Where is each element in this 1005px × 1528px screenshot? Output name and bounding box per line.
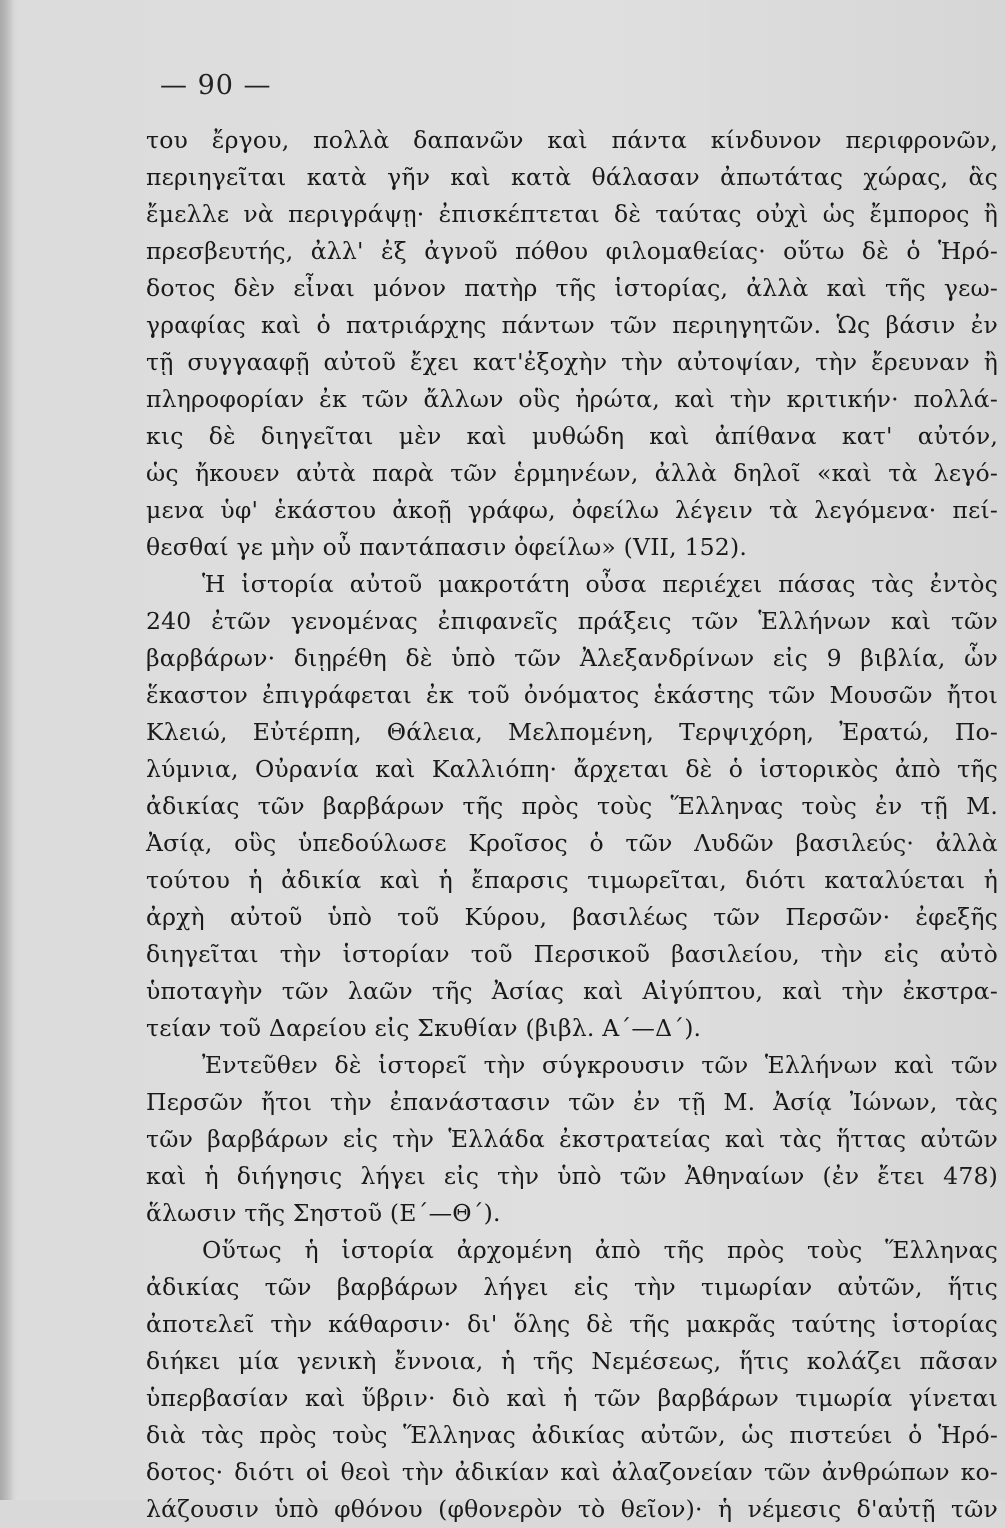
paragraph [146,1047,998,1232]
text-line: διὰ τὰς πρὸς τοὺς Ἕλληνας ἀδικίας αὐτῶν, ὡς πιστεύει ὁ Ἡρό- [146,1421,998,1449]
text-line: τείαν τοῦ Δαρείου εἰς Σκυθίαν (βιβλ. Α΄—Δ΄). [146,1014,702,1042]
page-body-text [146,122,998,1528]
text-line: θεσθαί γε μὴν οὖ παντάπασιν ὀφείλω» (VII, 152). [146,533,747,561]
paragraph [146,1232,998,1528]
text-line: λύμνια, Οὐρανία καὶ Καλλιόπη· ἄρχεται δὲ ὁ ἱστορικὸς ἀπὸ τῆς [146,755,998,783]
text-line: Οὕτως ἡ ἱστορία ἀρχομένη ἀπὸ τῆς πρὸς τοὺς Ἕλληνας [202,1236,998,1264]
text-line: βαρβάρων· διῃρέθη δὲ ὑπὸ τῶν Ἀλεξανδρίνων εἰς 9 βιβλία, ὧν [146,644,998,672]
text-line: πρεσβευτής, ἀλλ' ἐξ ἀγνοῦ πόθου φιλομαθείας· οὕτω δὲ ὁ Ἡρό- [146,237,998,265]
text-line: διήκει μία γενικὴ ἔννοια, ἡ τῆς Νεμέσεως, ἥτις κολάζει πᾶσαν [146,1347,998,1375]
text-line: καὶ ἡ διήγησις λήγει εἰς τὴν ὑπὸ τῶν Ἀθηναίων (ἐν ἔτει 478) [146,1162,998,1190]
text-line: ὑποταγὴν τῶν λαῶν τῆς Ἀσίας καὶ Αἰγύπτου, καὶ τὴν ἐκστρα- [146,977,998,1005]
text-line: ὡς ἤκουεν αὐτὰ παρὰ τῶν ἑρμηνέων, ἀλλὰ δηλοῖ «καὶ τὰ λεγό- [146,459,998,487]
text-line: ἀρχὴ αὐτοῦ ὑπὸ τοῦ Κύρου, βασιλέως τῶν Περσῶν· ἐφεξῆς [146,903,998,931]
text-line: μενα ὑφ' ἑκάστου ἀκοῇ γράφω, ὀφείλω λέγειν τὰ λεγόμενα· πεί- [146,496,998,524]
text-line: γραφίας καὶ ὁ πατριάρχης πάντων τῶν περιηγητῶν. Ὡς βάσιν ἐν [146,311,998,339]
paragraph [146,566,998,1047]
text-line: διηγεῖται τὴν ἱστορίαν τοῦ Περσικοῦ βασιλείου, τὴν εἰς αὐτὸ [146,940,998,968]
text-line: ἅλωσιν τῆς Σηστοῦ (Ε΄—Θ΄). [146,1199,501,1227]
text-line: ἔμελλε νὰ περιγράψῃ· ἐπισκέπτεται δὲ ταύτας οὐχὶ ὡς ἔμπορος ἢ [146,200,998,228]
text-line: τῶν βαρβάρων εἰς τὴν Ἑλλάδα ἐκστρατείας καὶ τὰς ἥττας αὐτῶν [146,1125,998,1153]
text-line: 240 ἐτῶν γενομένας ἐπιφανεῖς πράξεις τῶν Ἑλλήνων καὶ τῶν [146,607,998,635]
text-line: λάζουσιν ὑπὸ φθόνου (φθονερὸν τὸ θεῖον)· ἡ νέμεσις δ'αὐτῇ τῶν [146,1495,998,1523]
text-line: Περσῶν ἤτοι τὴν ἐπανάστασιν τῶν ἐν τῇ Μ. Ἀσίᾳ Ἰώνων, τὰς [146,1088,998,1116]
text-line: κις δὲ διηγεῖται μὲν καὶ μυθώδη καὶ ἀπίθανα κατ' αὐτόν, [146,422,998,450]
text-line: ὑπερβασίαν καὶ ὕβριν· διὸ καὶ ἡ τῶν βαρβάρων τιμωρία γίνεται [146,1384,998,1412]
text-line: Ἐντεῦθεν δὲ ἱστορεῖ τὴν σύγκρουσιν τῶν Ἑλλήνων καὶ τῶν [202,1051,998,1079]
page-number: — 90 — [160,70,272,101]
text-line: πληροφορίαν ἐκ τῶν ἄλλων οὓς ἠρώτα, καὶ τὴν κριτικήν· πολλά- [146,385,998,413]
text-line: τούτου ἡ ἀδικία καὶ ἡ ἔπαρσις τιμωρεῖται, διότι καταλύεται ἡ [146,866,998,894]
text-line: του ἔργου, πολλὰ δαπανῶν καὶ πάντα κίνδυνον περιφρονῶν, [146,126,998,154]
text-line: δοτος· διότι οἱ θεοὶ τὴν ἀδικίαν καὶ ἀλαζονείαν τῶν ἀνθρώπων κο- [146,1458,998,1486]
text-line: ἀποτελεῖ τὴν κάθαρσιν· δι' ὅλης δὲ τῆς μακρᾶς ταύτης ἱστορίας [146,1310,998,1338]
text-line: Κλειώ, Εὐτέρπη, Θάλεια, Μελπομένη, Τερψιχόρη, Ἐρατώ, Πο- [146,718,998,746]
text-line: Ἀσίᾳ, οὓς ὑπεδούλωσε Κροῖσος ὁ τῶν Λυδῶν βασιλεύς· ἀλλὰ [146,829,998,857]
text-line: ἀδικίας τῶν βαρβάρων λήγει εἰς τὴν τιμωρίαν αὐτῶν, ἥτις [146,1273,998,1301]
text-line: δοτος δὲν εἶναι μόνον πατὴρ τῆς ἱστορίας, ἀλλὰ καὶ τῆς γεω- [146,274,998,302]
text-line: τῇ συγγααφῇ αὐτοῦ ἔχει κατ'ἐξοχὴν τὴν αὐτοψίαν, τὴν ἔρευναν ἢ [146,348,998,376]
text-line: ἀδικίας τῶν βαρβάρων τῆς πρὸς τοὺς Ἕλληνας τοὺς ἐν τῇ Μ. [146,792,998,820]
text-line: περιηγεῖται κατὰ γῆν καὶ κατὰ θάλασαν ἀπωτάτας χώρας, ἃς [146,163,998,191]
page-edge-shadow [0,0,14,1500]
text-line: Ἡ ἱστορία αὐτοῦ μακροτάτη οὖσα περιέχει πάσας τὰς ἐντὸς [202,570,998,598]
paragraph [146,122,998,566]
text-line: ἕκαστον ἐπιγράφεται ἐκ τοῦ ὀνόματος ἑκάστης τῶν Μουσῶν ἤτοι [146,681,998,709]
